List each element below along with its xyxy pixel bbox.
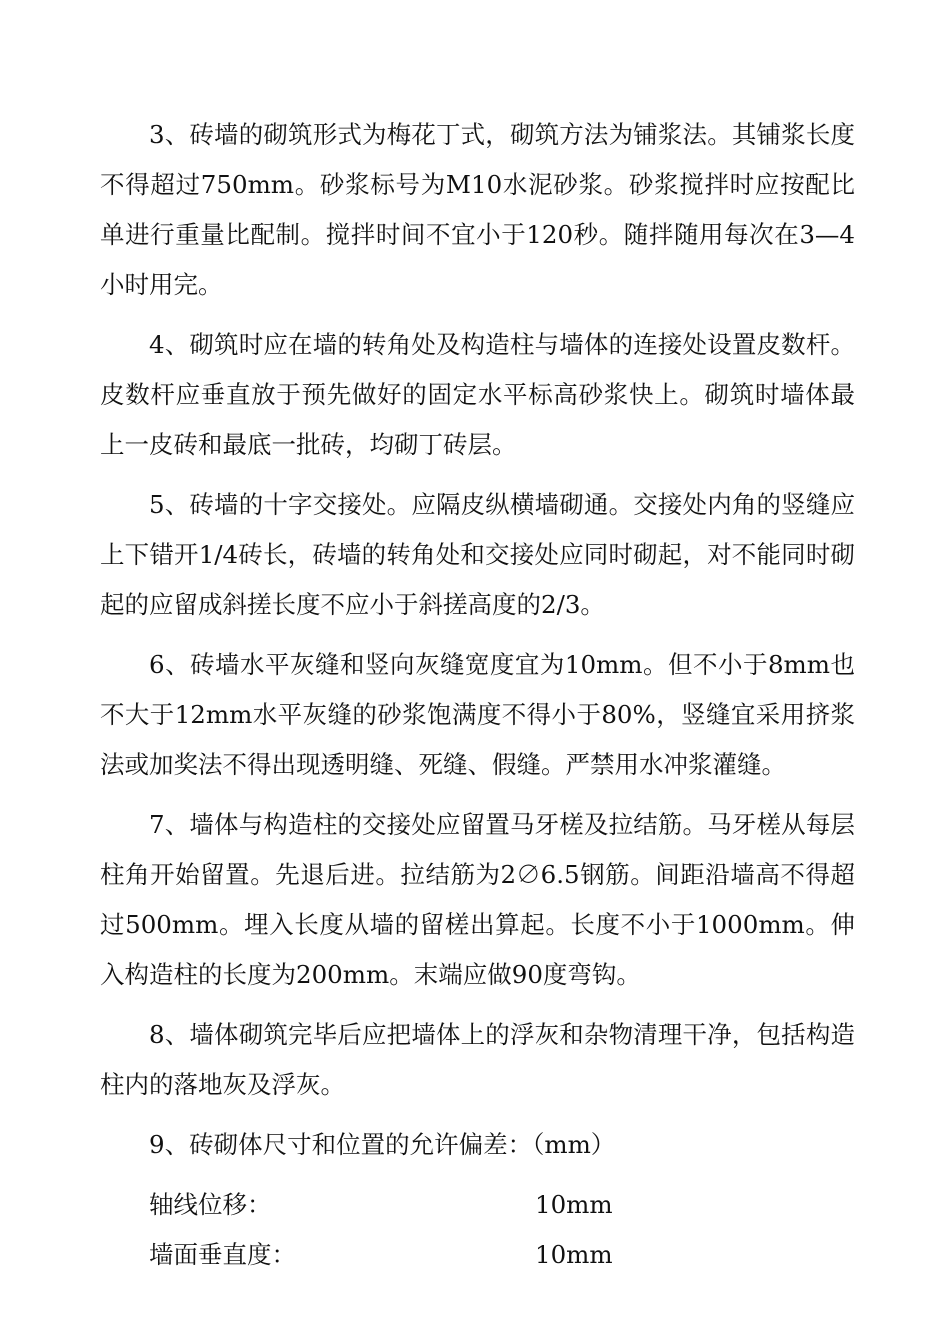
tolerance-label: 墙面垂直度： [149,1240,296,1269]
tolerance-label: 轴线位移： [149,1190,272,1219]
paragraph-8-cleanup: 8、墙体砌筑完毕后应把墙体上的浮灰和杂物清理干净，包括构造柱内的落地灰及浮灰。 [100,1020,855,1099]
tolerance-value: 10mm [535,1240,613,1269]
paragraph-5-cross-joint: 5、砖墙的十字交接处。应隔皮纵横墙砌通。交接处内角的竖缝应上下错开1/4砖长，砖墙的转角处和交接处应同时砌起，对不能同时砌起的应留成斜搓长度不应小于斜搓高度的2/3。 [100,490,855,619]
tolerance-value: 10mm [535,1190,613,1219]
paragraph-6-mortar-joints: 6、砖墙水平灰缝和竖向灰缝宽度宜为10mm。但不小于8mm也不大于12mm水平灰缝的砂浆饱满度不得小于80%，竖缝宜采用挤浆法或加奖法不得出现透明缝、死缝、假缝。严禁用水冲浆灌缝。 [100,650,855,779]
tolerance-row-axis-offset [100,1180,855,1230]
paragraph-3-masonry-form: 3、砖墙的砌筑形式为梅花丁式，砌筑方法为铺浆法。其铺浆长度不得超过750mm。砂浆标号为M10水泥砂浆。砂浆搅拌时应按配比单进行重量比配制。搅拌时间不宜小于120秒。随拌随用每次在3—4小时用完。 [100,120,855,299]
tolerance-row-wall-verticality [100,1230,855,1280]
paragraph-9-tolerance-heading: 9、砖砌体尺寸和位置的允许偏差：（mm） [149,1130,616,1159]
document-page [100,110,855,1280]
paragraph-4-story-pole: 4、砌筑时应在墙的转角处及构造柱与墙体的连接处设置皮数杆。皮数杆应垂直放于预先做好的固定水平标高砂浆快上。砌筑时墙体最上一皮砖和最底一批砖，均砌丁砖层。 [100,330,855,459]
paragraph-7-tie-bars: 7、墙体与构造柱的交接处应留置马牙槎及拉结筋。马牙槎从每层柱角开始留置。先退后进。拉结筋为2∅6.5钢筋。间距沿墙高不得超过500mm。埋入长度从墙的留槎出算起。长度不小于1000mm。伸入构造柱的长度为200mm。末端应做90度弯钩。 [100,810,855,989]
